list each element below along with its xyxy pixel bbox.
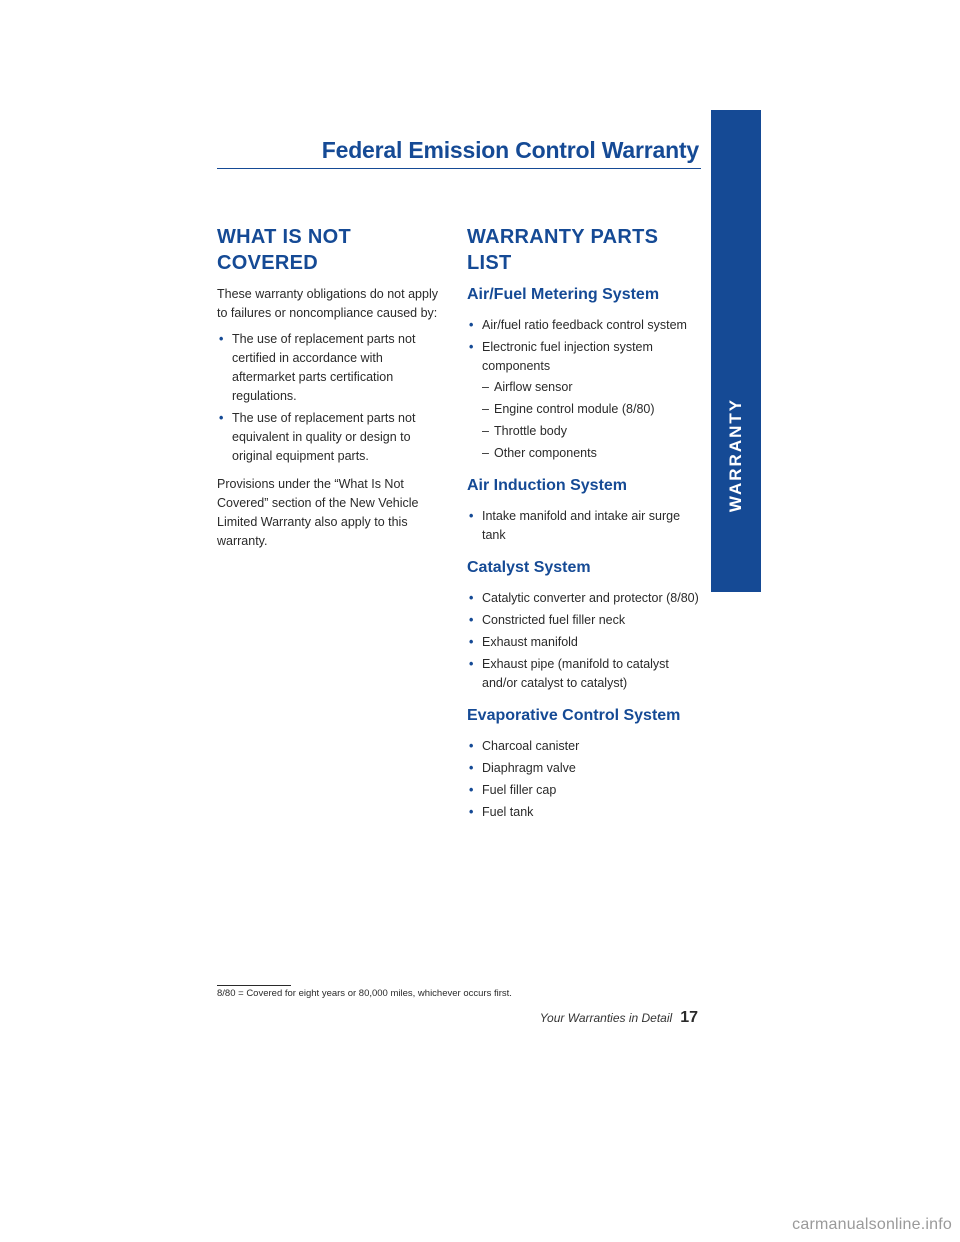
- not-covered-heading: WHAT IS NOT COVERED: [217, 226, 352, 274]
- sub-list-item: [482, 444, 705, 463]
- bullet-icon: •: [469, 591, 474, 605]
- bullet-icon: •: [469, 761, 474, 775]
- catalyst-heading: Catalyst System: [467, 559, 591, 576]
- sub-list-item: [482, 378, 705, 397]
- fuel-injection-sublist: [482, 378, 705, 463]
- air-fuel-list: [467, 316, 705, 463]
- sub-list-item: [482, 422, 705, 441]
- bullet-icon: •: [469, 340, 474, 354]
- sub-list-item: [482, 400, 705, 419]
- list-item: [467, 655, 705, 693]
- bullet-icon: •: [219, 411, 224, 425]
- side-tab-label: WARRANTY: [726, 397, 745, 513]
- dash-icon: –: [482, 446, 489, 460]
- title-divider: [217, 168, 701, 169]
- list-item-text: Exhaust manifold: [482, 635, 578, 649]
- list-item-text: Fuel filler cap: [482, 783, 557, 797]
- list-item-text: Intake manifold and intake air surge tank: [482, 509, 681, 542]
- list-item-text: Exhaust pipe (manifold to catalyst and/or catalyst to catalyst): [482, 657, 669, 690]
- air-fuel-heading: Air/Fuel Metering System: [467, 286, 660, 303]
- catalyst-list: [467, 589, 705, 693]
- list-item-text: Catalytic converter and protector (8/80): [482, 591, 699, 605]
- list-item: [217, 409, 449, 466]
- list-item-text: The use of replacement parts not equivalent in quality or design to original equipment parts.: [232, 411, 416, 463]
- bullet-icon: •: [469, 783, 474, 797]
- list-item: [467, 759, 705, 778]
- air-induction-list: [467, 507, 705, 545]
- list-item-text: Constricted fuel filler neck: [482, 613, 626, 627]
- list-item-text: Air/fuel ratio feedback control system: [482, 318, 687, 332]
- sub-list-item-text: Throttle body: [494, 424, 567, 438]
- bullet-icon: •: [469, 613, 474, 627]
- list-item: [467, 507, 705, 545]
- air-induction-heading: Air Induction System: [467, 477, 628, 494]
- footnote-divider: [217, 985, 291, 986]
- list-item: [467, 611, 705, 630]
- list-item: [467, 737, 705, 756]
- not-covered-list: [217, 330, 449, 466]
- list-item: [467, 781, 705, 800]
- bullet-icon: •: [469, 805, 474, 819]
- bullet-icon: •: [469, 739, 474, 753]
- watermark: carmanualsonline.info: [792, 1216, 952, 1233]
- bullet-icon: •: [469, 635, 474, 649]
- page-number: 17: [680, 1009, 698, 1026]
- list-item-text: Charcoal canister: [482, 739, 580, 753]
- parts-list-heading: WARRANTY PARTS LIST: [467, 226, 659, 274]
- list-item-text: The use of replacement parts not certified in accordance with aftermarket parts certification regulations.: [232, 332, 416, 403]
- sub-list-item-text: Airflow sensor: [494, 380, 573, 394]
- section-side-tab: [711, 110, 761, 592]
- dash-icon: –: [482, 380, 489, 394]
- not-covered-closing: Provisions under the “What Is Not Covered” section of the New Vehicle Limited Warranty also apply to this warranty.: [217, 477, 419, 548]
- evaporative-heading: Evaporative Control System: [467, 707, 681, 724]
- dash-icon: –: [482, 424, 489, 438]
- page-title: Federal Emission Control Warranty: [321, 137, 699, 163]
- not-covered-intro: These warranty obligations do not apply to failures or noncompliance caused by:: [217, 287, 438, 320]
- sub-list-item-text: Other components: [494, 446, 597, 460]
- list-item: [467, 589, 705, 608]
- bullet-icon: •: [469, 509, 474, 523]
- list-item: [467, 338, 705, 463]
- bullet-icon: •: [219, 332, 224, 346]
- list-item: [467, 633, 705, 652]
- bullet-icon: •: [469, 318, 474, 332]
- list-item-text: Diaphragm valve: [482, 761, 576, 775]
- footer-text: Your Warranties in Detail: [539, 1011, 673, 1025]
- footnote: 8/80 = Covered for eight years or 80,000 miles, whichever occurs first.: [217, 988, 512, 999]
- list-item-text: Fuel tank: [482, 805, 534, 819]
- dash-icon: –: [482, 402, 489, 416]
- list-item: [467, 803, 705, 822]
- list-item: [217, 330, 449, 406]
- right-column: [467, 224, 705, 831]
- list-item: [467, 316, 705, 335]
- list-item-text: Electronic fuel injection system components: [482, 340, 653, 373]
- page-footer: [540, 1009, 698, 1027]
- bullet-icon: •: [469, 657, 474, 671]
- sub-list-item-text: Engine control module (8/80): [494, 402, 655, 416]
- evaporative-list: [467, 737, 705, 822]
- left-column: [217, 224, 449, 558]
